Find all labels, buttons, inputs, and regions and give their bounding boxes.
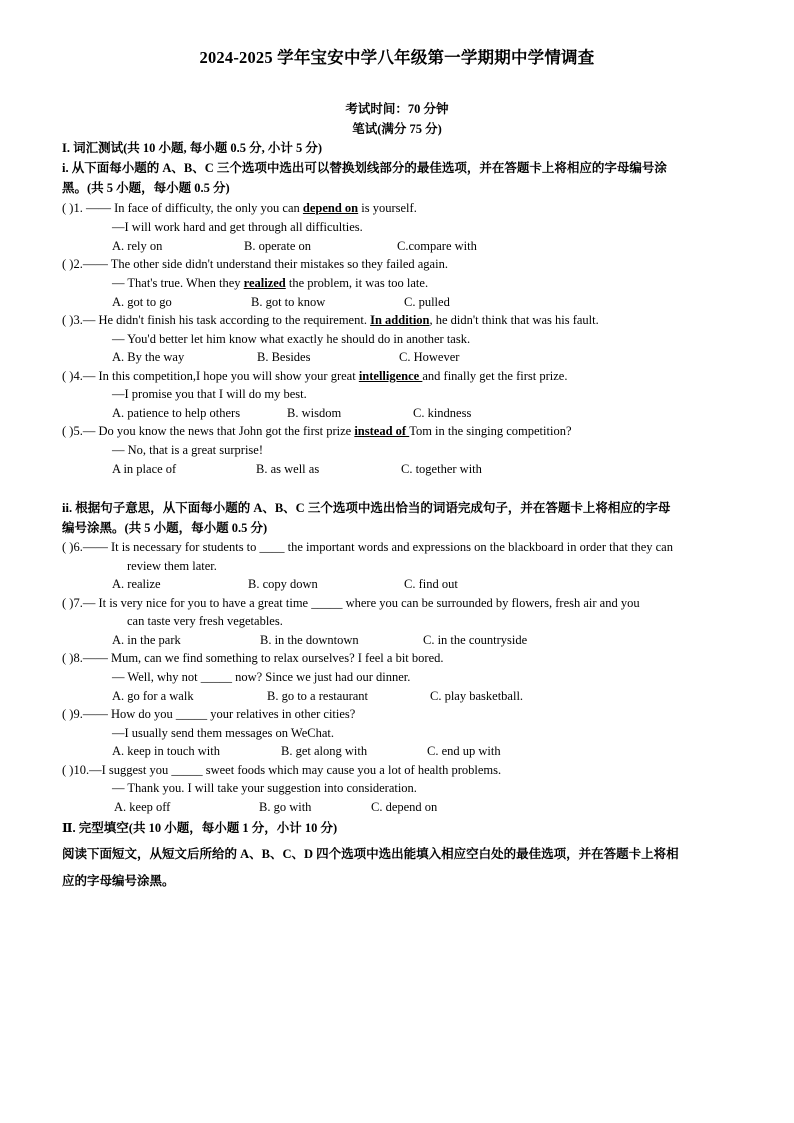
exam-time: 考试时间：70 分钟 — [345, 102, 449, 116]
question-7-option-c: C. in the countryside — [423, 633, 528, 647]
question-10-reply: — Thank you. I will take your suggestion into consideration. — [112, 781, 417, 795]
question-9-option-a: A. keep in touch with — [112, 744, 220, 758]
question-6-option-b: B. copy down — [248, 577, 318, 591]
page-title: 2024-2025 学年宝安中学八年级第一学期期中学情调查 — [199, 48, 595, 67]
question-4-option-a: A. patience to help others — [112, 406, 241, 420]
question-4-reply: —I promise you that I will do my best. — [112, 387, 307, 401]
question-8-option-c: C. play basketball. — [430, 689, 524, 703]
question-3-option-a: A. By the way — [112, 350, 185, 364]
question-8-option-b: B. go to a restaurant — [267, 689, 369, 703]
question-6-line-2: review them later. — [127, 559, 217, 573]
question-1-option-c: C.compare with — [397, 239, 477, 253]
written-score: 笔试(满分 75 分) — [352, 122, 442, 136]
question-8-option-a: A. go for a walk — [112, 689, 194, 703]
question-5: ( )5.— Do you know the news that John got the first prize instead of Tom in the singing competition? — [62, 424, 572, 438]
question-1-reply: —I will work hard and get through all difficulties. — [112, 220, 363, 234]
underlined-phrase: intelligence — [358, 369, 423, 383]
section2-instruction-1: 阅读下面短文，从短文后所给的 A、B、C、D 四个选项中选出能填入相应空白处的最佳选项，并在答题卡上将相 — [62, 847, 679, 861]
underlined-phrase: instead of — [354, 424, 410, 438]
part-i-instruction-2: 黑。(共 5 小题，每小题 0.5 分) — [62, 181, 230, 195]
question-1-option-b: B. operate on — [244, 239, 311, 253]
question-2-option-a: A. got to go — [112, 295, 172, 309]
part-i-instruction-1: i. 从下面每小题的 A、B、C 三个选项中选出可以替换划线部分的最佳选项，并在答题卡上将相应的字母编号涂 — [62, 161, 667, 175]
question-9-option-c: C. end up with — [427, 744, 501, 758]
question-4-option-b: B. wisdom — [287, 406, 342, 420]
underlined-phrase: depend on — [302, 201, 359, 215]
question-1: ( )1. —— In face of difficulty, the only you can depend on is yourself. — [62, 201, 417, 215]
section2-instruction-2: 应的字母编号涂黑。 — [62, 874, 175, 888]
part-ii-instruction-2: 编号涂黑。(共 5 小题，每小题 0.5 分) — [62, 521, 268, 535]
question-2-option-b: B. got to know — [251, 295, 326, 309]
underlined-phrase: realized — [243, 276, 286, 290]
question-2: ( )2.—— The other side didn't understand their mistakes so they failed again. — [62, 257, 448, 271]
question-10-option-a: A. keep off — [114, 800, 171, 814]
question-7-option-a: A. in the park — [112, 633, 181, 647]
question-5-option-c: C. together with — [401, 462, 482, 476]
question-9: ( )9.—— How do you _____ your relatives in other cities? — [62, 707, 356, 721]
question-7-option-b: B. in the downtown — [260, 633, 359, 647]
question-10-option-c: C. depend on — [371, 800, 438, 814]
question-2-option-c: C. pulled — [404, 295, 450, 309]
question-5-option-b: B. as well as — [256, 462, 320, 476]
question-6-option-a: A. realize — [112, 577, 161, 591]
question-5-reply: — No, that is a great surprise! — [112, 443, 264, 457]
section1-heading: I. 词汇测试(共 10 小题, 每小题 0.5 分, 小计 5 分) — [62, 141, 323, 155]
question-2-reply: — That's true. When they realized the problem, it was too late. — [112, 276, 429, 290]
question-10-option-b: B. go with — [259, 800, 312, 814]
part-ii-instruction-1: ii. 根据句子意思，从下面每小题的 A、B、C 三个选项中选出恰当的词语完成句子，并在答题卡上将相应的字母 — [62, 501, 671, 515]
question-7: ( )7.— It is very nice for you to have a great time _____ where you can be surrounded by flowers, fresh air and you — [62, 596, 640, 610]
question-3-option-c: C. However — [399, 350, 460, 364]
question-3-reply: — You'd better let him know what exactly he should do in another task. — [112, 332, 471, 346]
question-8: ( )8.—— Mum, can we find something to relax ourselves? I feel a bit bored. — [62, 651, 444, 665]
question-6-option-c: C. find out — [404, 577, 458, 591]
question-8-reply: — Well, why not _____ now? Since we just had our dinner. — [112, 670, 411, 684]
question-7-line-2: can taste very fresh vegetables. — [127, 614, 283, 628]
question-10: ( )10.—I suggest you _____ sweet foods which may cause you a lot of health problems. — [62, 763, 502, 777]
question-5-option-a: A in place of — [112, 462, 177, 476]
question-6: ( )6.—— It is necessary for students to ____ the important words and expressions on the blackboard in order that they can — [62, 540, 673, 554]
question-4-option-c: C. kindness — [413, 406, 472, 420]
question-3: ( )3.— He didn't finish his task according to the requirement. In addition, he didn't think that was his fault. — [62, 313, 599, 327]
section2-heading: Ⅱ. 完型填空(共 10 小题，每小题 1 分，小计 10 分) — [62, 821, 338, 835]
question-9-reply: —I usually send them messages on WeChat. — [112, 726, 334, 740]
question-1-option-a: A. rely on — [112, 239, 163, 253]
question-9-option-b: B. get along with — [281, 744, 368, 758]
underlined-phrase: In addition — [370, 313, 430, 327]
question-3-option-b: B. Besides — [257, 350, 311, 364]
question-4: ( )4.— In this competition,I hope you will show your great intelligence and finally get the first prize. — [62, 369, 568, 383]
